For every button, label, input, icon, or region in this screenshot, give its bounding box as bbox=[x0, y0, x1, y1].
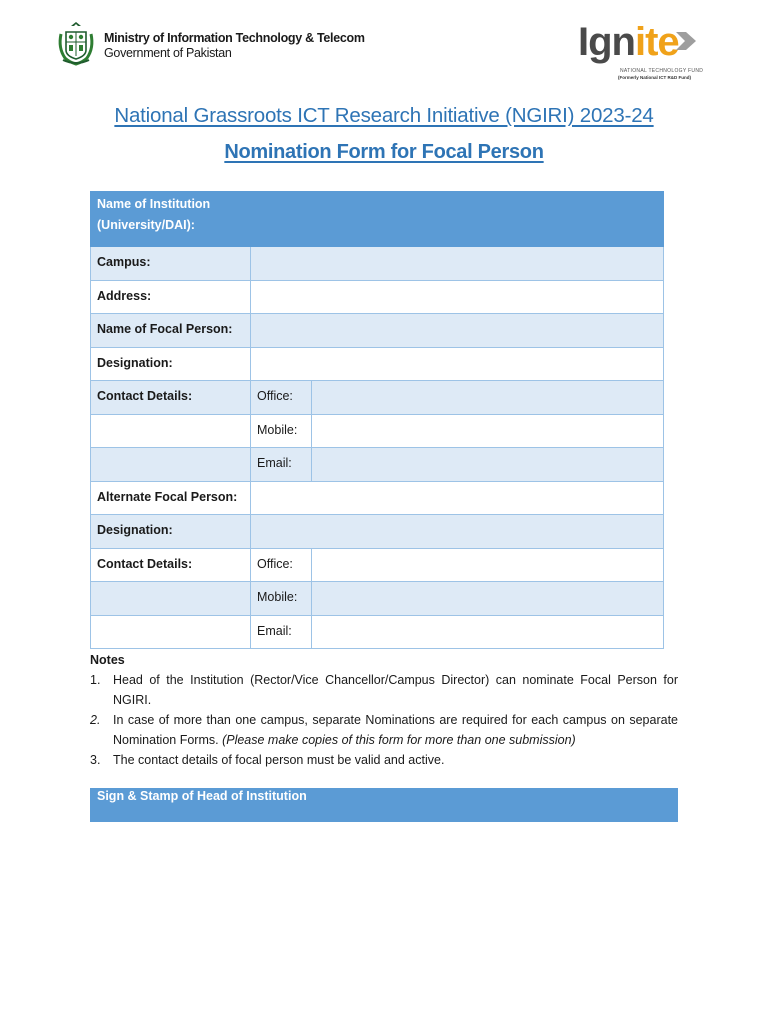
institution-label-line1: Name of Institution bbox=[97, 197, 211, 211]
list-item bbox=[90, 670, 678, 710]
ignite-wordmark: Ignite bbox=[578, 20, 679, 64]
ministry-name bbox=[104, 31, 365, 61]
email-input[interactable] bbox=[312, 448, 664, 482]
arrow-icon bbox=[676, 28, 698, 54]
list-item bbox=[90, 710, 678, 750]
address-input[interactable] bbox=[251, 280, 664, 314]
designation-label: Designation: bbox=[91, 347, 251, 381]
contact-details-2-label: Contact Details: bbox=[91, 548, 251, 582]
note-number: 3. bbox=[90, 753, 101, 767]
table-row bbox=[91, 381, 664, 415]
nomination-form-table bbox=[90, 191, 664, 649]
institution-row bbox=[91, 192, 664, 247]
institution-label-line2: (University/DAI): bbox=[97, 218, 195, 232]
table-row bbox=[91, 247, 664, 281]
address-label: Address: bbox=[91, 280, 251, 314]
institution-field[interactable] bbox=[91, 192, 664, 247]
note-text: Head of the Institution (Rector/Vice Chancellor/Campus Director) can nominate Focal Person for NGIRI. bbox=[113, 673, 678, 707]
form-title: Nomination Form for Focal Person bbox=[224, 141, 544, 163]
office-input[interactable] bbox=[312, 381, 664, 415]
table-row bbox=[91, 414, 664, 448]
table-row bbox=[91, 615, 664, 649]
table-row bbox=[91, 347, 664, 381]
sign-stamp-label: Sign & Stamp of Head of Institution bbox=[97, 789, 307, 803]
list-item bbox=[90, 750, 678, 770]
empty-cell bbox=[91, 414, 251, 448]
table-row bbox=[91, 448, 664, 482]
alternate-focal-input[interactable] bbox=[251, 481, 664, 515]
alternate-focal-label: Alternate Focal Person: bbox=[91, 481, 251, 515]
focal-name-input[interactable] bbox=[251, 314, 664, 348]
notes-section bbox=[90, 650, 678, 770]
email-2-label: Email: bbox=[251, 615, 312, 649]
ministry-line-1: Ministry of Information Technology & Telecom bbox=[104, 31, 365, 45]
ignite-logo bbox=[578, 20, 708, 80]
table-row bbox=[91, 280, 664, 314]
note-number: 1. bbox=[90, 673, 101, 687]
page-title: National Grassroots ICT Research Initiative (NGIRI) 2023-24 bbox=[114, 104, 654, 127]
mobile-2-label: Mobile: bbox=[251, 582, 312, 616]
mobile-label: Mobile: bbox=[251, 414, 312, 448]
table-row bbox=[91, 582, 664, 616]
contact-details-label: Contact Details: bbox=[91, 381, 251, 415]
office-label: Office: bbox=[251, 381, 312, 415]
notes-heading: Notes bbox=[90, 653, 125, 667]
table-row bbox=[91, 515, 664, 549]
mobile-2-input[interactable] bbox=[312, 582, 664, 616]
focal-name-label: Name of Focal Person: bbox=[91, 314, 251, 348]
logo-subtitle: NATIONAL TECHNOLOGY FUND bbox=[620, 68, 704, 74]
email-label: Email: bbox=[251, 448, 312, 482]
note-text: The contact details of focal person must be valid and active. bbox=[113, 753, 445, 767]
designation-2-label: Designation: bbox=[91, 515, 251, 549]
campus-input[interactable] bbox=[251, 247, 664, 281]
empty-cell bbox=[91, 448, 251, 482]
empty-cell bbox=[91, 615, 251, 649]
office-2-label: Office: bbox=[251, 548, 312, 582]
designation-2-input[interactable] bbox=[251, 515, 664, 549]
table-row bbox=[91, 314, 664, 348]
pakistan-emblem-icon bbox=[55, 20, 97, 66]
note-italic-text: (Please make copies of this form for more than one submission) bbox=[222, 733, 576, 747]
note-number: 2. bbox=[90, 713, 101, 727]
table-row bbox=[91, 548, 664, 582]
logo-subtitle-former: (Formerly National ICT R&D Fund) bbox=[618, 75, 691, 80]
empty-cell bbox=[91, 582, 251, 616]
office-2-input[interactable] bbox=[312, 548, 664, 582]
sign-stamp-field[interactable] bbox=[90, 788, 678, 822]
notes-list bbox=[90, 670, 678, 770]
note-text: In case of more than one campus, separate Nominations are required for each campus on separate Nomination Forms. bbox=[113, 713, 678, 747]
email-2-input[interactable] bbox=[312, 615, 664, 649]
table-row bbox=[91, 481, 664, 515]
mobile-input[interactable] bbox=[312, 414, 664, 448]
campus-label: Campus: bbox=[91, 247, 251, 281]
designation-input[interactable] bbox=[251, 347, 664, 381]
ministry-line-2: Government of Pakistan bbox=[104, 46, 232, 60]
